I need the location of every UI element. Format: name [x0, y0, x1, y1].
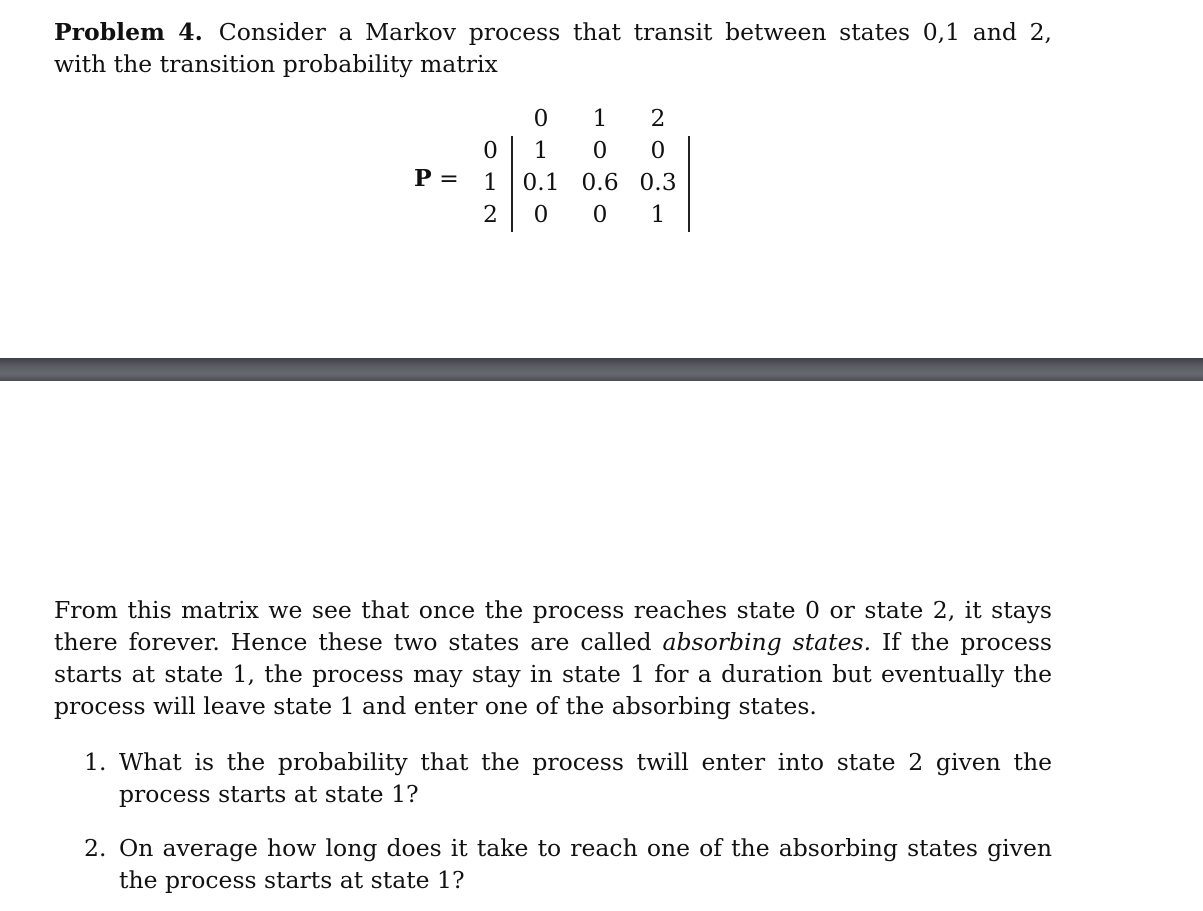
- explanation-text-1: From this matrix we see that once the process reaches state 0 or state 2, it stays there forever. Hence these two states are called: [54, 596, 1052, 656]
- matrix-symbol: P: [414, 164, 432, 192]
- matrix-cell: 1: [650, 200, 666, 228]
- row-header-0: 0: [483, 136, 498, 164]
- col-header-1: 1: [592, 104, 608, 132]
- col-header-0: 0: [533, 104, 549, 132]
- question-number: 2.: [84, 834, 107, 862]
- matrix-cell: 0.1: [522, 168, 560, 196]
- problem-label: Problem 4.: [54, 18, 203, 46]
- matrix-right-bar: [688, 136, 690, 232]
- problem-statement: [54, 16, 1052, 80]
- matrix-label: [414, 162, 459, 194]
- question-text: What is the probability that the process twill enter into state 2 given the process starts at state 1?: [119, 748, 1052, 808]
- question-item: [84, 832, 1052, 896]
- matrix-equals: =: [439, 164, 459, 192]
- matrix-cell: 0: [533, 200, 549, 228]
- explanation-text-2: If the process starts at state 1, the process may stay in state 1 for a duration but eventually the process will leave state 1 and enter one of the absorbing states.: [54, 628, 1052, 720]
- absorbing-states-term: absorbing states.: [662, 628, 872, 656]
- matrix-cell: 0: [650, 136, 666, 164]
- matrix-cell: 0.6: [581, 168, 619, 196]
- transition-matrix: [410, 100, 700, 240]
- row-header-2: 2: [483, 200, 498, 228]
- question-item: [84, 746, 1052, 810]
- row-header-1: 1: [483, 168, 498, 196]
- matrix-cell: 0.3: [639, 168, 677, 196]
- matrix-cell: 0: [592, 136, 608, 164]
- question-number: 1.: [84, 748, 107, 776]
- col-header-2: 2: [650, 104, 666, 132]
- problem-intro: Consider a Markov process that transit between states 0,1 and 2, with the transition probability matrix: [54, 18, 1052, 78]
- page-divider-bar: [0, 358, 1203, 381]
- explanation-paragraph: [54, 594, 1052, 722]
- matrix-cell: 0: [592, 200, 608, 228]
- matrix-cell: 1: [533, 136, 549, 164]
- question-text: On average how long does it take to reach one of the absorbing states given the process starts at state 1?: [119, 834, 1052, 894]
